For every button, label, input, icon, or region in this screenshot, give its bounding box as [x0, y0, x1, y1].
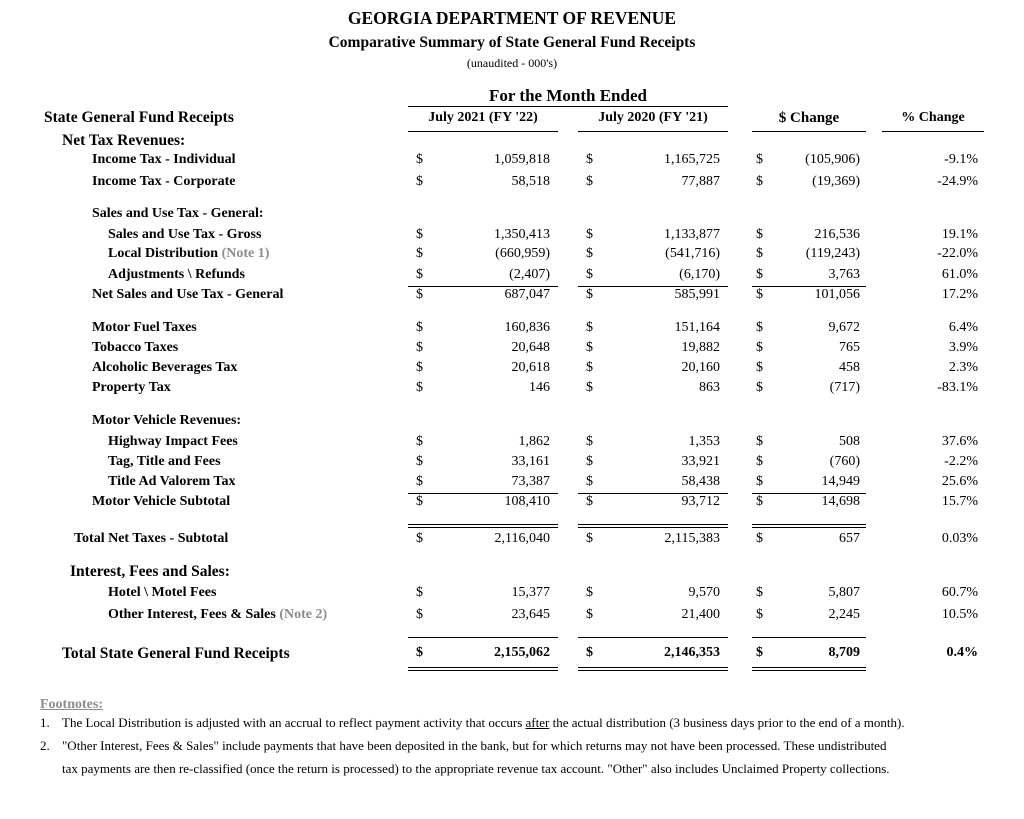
- cell-prior: 1,165,725: [664, 152, 720, 167]
- cell-chg: 5,807: [828, 585, 860, 600]
- cell-chg: 14,698: [821, 494, 860, 509]
- report-unit-note: (unaudited - 000's): [466, 56, 558, 70]
- dollar-sign: $: [586, 434, 593, 449]
- row-label-text: Local Distribution: [108, 246, 219, 261]
- table-row: [0, 413, 1024, 433]
- double-rule: [578, 667, 728, 671]
- row-label: [92, 380, 171, 396]
- dollar-sign: $: [756, 246, 763, 261]
- cell-cur: 15,377: [511, 585, 550, 600]
- subtotal-rule: [578, 493, 728, 494]
- table-row: [0, 531, 1024, 551]
- dollar-sign: $: [586, 267, 593, 282]
- cell-chg: 657: [839, 531, 860, 546]
- table-row: [0, 360, 1024, 380]
- cell-pct: -83.1%: [937, 380, 978, 395]
- cell-cur: 1,059,818: [494, 152, 550, 167]
- cell-cur: (660,959): [495, 246, 550, 261]
- dollar-sign: $: [586, 227, 593, 242]
- subtotal-rule: [752, 493, 866, 494]
- dollar-sign: $: [586, 494, 593, 509]
- row-label: [92, 152, 236, 168]
- subsection-label: Net Tax Revenues:: [62, 132, 186, 149]
- row-label: [74, 531, 228, 547]
- dollar-sign: $: [756, 585, 763, 600]
- dollar-sign: $: [416, 152, 423, 167]
- row-label: [92, 320, 197, 336]
- cell-prior: 77,887: [681, 174, 720, 189]
- row-label: [108, 267, 245, 283]
- row-label-text: Motor Vehicle Subtotal: [92, 494, 231, 509]
- table-row: [0, 585, 1024, 605]
- column-header-rule: [752, 131, 866, 132]
- row-label: [92, 360, 237, 376]
- subtotal-rule: [752, 637, 866, 638]
- dollar-sign: $: [756, 360, 763, 375]
- table-row: [0, 152, 1024, 172]
- table-row: [0, 474, 1024, 494]
- table-row: [0, 320, 1024, 340]
- footnote-text: The Local Distribution is adjusted with an accrual to reflect payment activity that occurs: [62, 715, 526, 730]
- cell-prior: 20,160: [681, 360, 720, 375]
- table-row: [0, 563, 1024, 583]
- dollar-sign: $: [586, 607, 593, 622]
- row-label: [92, 174, 236, 190]
- cell-prior: 21,400: [681, 607, 720, 622]
- row-label: [92, 206, 264, 222]
- row-label-text: Other Interest, Fees & Sales: [108, 607, 276, 622]
- cell-cur: 1,862: [518, 434, 550, 449]
- cell-chg: 458: [839, 360, 860, 375]
- dollar-sign: $: [756, 174, 763, 189]
- column-header-rule: [578, 131, 728, 132]
- dollar-sign: $: [756, 474, 763, 489]
- column-header-rule: [882, 131, 984, 132]
- row-label: [108, 474, 235, 490]
- cell-cur: 108,410: [504, 494, 550, 509]
- row-label-text: Total State General Fund Receipts: [62, 645, 290, 662]
- cell-chg: (717): [829, 380, 860, 395]
- row-label: [92, 413, 241, 429]
- subtotal-rule: [752, 286, 866, 287]
- row-label-text: Adjustments \ Refunds: [108, 267, 245, 282]
- footnote-text: tax payments are then re-classified (once the return is processed) to the appropriate revenue tax account. "Other" also includes Unclaimed Property collections.: [62, 761, 890, 776]
- table-row: [0, 246, 1024, 266]
- row-label-text: Net Sales and Use Tax - General: [92, 287, 284, 302]
- cell-pct: -9.1%: [944, 152, 978, 167]
- dollar-sign: $: [586, 474, 593, 489]
- report-title: GEORGIA DEPARTMENT OF REVENUE: [347, 8, 677, 28]
- cell-prior: 33,921: [681, 454, 720, 469]
- double-rule: [578, 524, 728, 528]
- row-label: [92, 287, 283, 303]
- row-label-text: Hotel \ Motel Fees: [108, 585, 217, 600]
- row-label-text: Sales and Use Tax - Gross: [108, 227, 262, 242]
- cell-prior: (541,716): [665, 246, 720, 261]
- cell-prior: 9,570: [688, 585, 720, 600]
- cell-prior: 1,353: [688, 434, 720, 449]
- dollar-sign: $: [756, 454, 763, 469]
- cell-chg: (119,243): [805, 246, 860, 261]
- footnotes-heading: Footnotes:: [40, 697, 103, 712]
- dollar-sign: $: [586, 287, 593, 302]
- table-row: [0, 607, 1024, 627]
- dollar-sign: $: [586, 645, 593, 660]
- cell-prior: 58,438: [681, 474, 720, 489]
- cell-prior: 1,133,877: [664, 227, 720, 242]
- cell-pct: 17.2%: [941, 287, 978, 302]
- subtotal-rule: [578, 286, 728, 287]
- cell-prior: 2,115,383: [664, 531, 720, 546]
- dollar-sign: $: [586, 585, 593, 600]
- row-label-text: Sales and Use Tax - General:: [92, 206, 264, 221]
- cell-pct: 25.6%: [941, 474, 978, 489]
- dollar-sign: $: [416, 246, 423, 261]
- dollar-sign: $: [756, 320, 763, 335]
- column-header-current: July 2021 (FY '22): [428, 110, 538, 125]
- dollar-sign: $: [756, 227, 763, 242]
- dollar-sign: $: [756, 152, 763, 167]
- dollar-sign: $: [756, 607, 763, 622]
- cell-pct: 37.6%: [941, 434, 978, 449]
- cell-pct: 3.9%: [948, 340, 978, 355]
- table-row: [0, 494, 1024, 514]
- cell-cur: 20,648: [511, 340, 550, 355]
- cell-chg: 9,672: [828, 320, 860, 335]
- cell-chg: 14,949: [821, 474, 860, 489]
- cell-chg: 3,763: [828, 267, 860, 282]
- row-label: [62, 645, 290, 663]
- cell-chg: (760): [829, 454, 860, 469]
- cell-pct: 10.5%: [941, 607, 978, 622]
- cell-pct: 0.4%: [946, 645, 978, 660]
- cell-pct: 6.4%: [948, 320, 978, 335]
- dollar-sign: $: [756, 434, 763, 449]
- double-rule: [408, 667, 558, 671]
- column-header-prior: July 2020 (FY '21): [598, 110, 708, 125]
- dollar-sign: $: [416, 474, 423, 489]
- dollar-sign: $: [416, 454, 423, 469]
- dollar-sign: $: [586, 454, 593, 469]
- cell-cur: 2,116,040: [494, 531, 550, 546]
- table-row: [0, 434, 1024, 454]
- dollar-sign: $: [756, 494, 763, 509]
- subtotal-rule: [408, 493, 558, 494]
- cell-cur: 58,518: [511, 174, 550, 189]
- row-label-text: Income Tax - Corporate: [92, 174, 236, 189]
- cell-chg: 508: [839, 434, 860, 449]
- dollar-sign: $: [416, 227, 423, 242]
- footnote-emphasis: after: [525, 715, 550, 730]
- row-label: [92, 494, 230, 510]
- table-row: [0, 287, 1024, 307]
- row-label-text: Motor Vehicle Revenues:: [92, 413, 242, 428]
- table-row: [0, 380, 1024, 400]
- row-label: [108, 454, 221, 470]
- cell-pct: 0.03%: [941, 531, 978, 546]
- dollar-sign: $: [416, 531, 423, 546]
- row-label: [70, 563, 230, 581]
- cell-prior: 93,712: [681, 494, 720, 509]
- dollar-sign: $: [756, 380, 763, 395]
- dollar-sign: $: [756, 287, 763, 302]
- table-row: [0, 174, 1024, 194]
- row-label-text: Total Net Taxes - Subtotal: [74, 531, 229, 546]
- cell-prior: (6,170): [679, 267, 720, 282]
- dollar-sign: $: [416, 174, 423, 189]
- column-header-dollar-change: $ Change: [778, 110, 840, 126]
- row-label-text: Tag, Title and Fees: [108, 454, 221, 469]
- dollar-sign: $: [416, 320, 423, 335]
- table-row: [0, 267, 1024, 287]
- table-row: [0, 227, 1024, 247]
- cell-cur: 146: [529, 380, 550, 395]
- footnote-number: 2.: [40, 738, 50, 753]
- dollar-sign: $: [416, 360, 423, 375]
- double-rule: [752, 524, 866, 528]
- dollar-sign: $: [416, 494, 423, 509]
- dollar-sign: $: [416, 645, 423, 660]
- row-label: [108, 434, 238, 450]
- cell-pct: 60.7%: [941, 585, 978, 600]
- cell-cur: (2,407): [509, 267, 550, 282]
- cell-prior: 585,991: [674, 287, 720, 302]
- cell-pct: 15.7%: [941, 494, 978, 509]
- dollar-sign: $: [586, 531, 593, 546]
- column-header-rule: [408, 131, 558, 132]
- table-row: [0, 206, 1024, 226]
- row-label-text: Motor Fuel Taxes: [92, 320, 197, 335]
- cell-chg: (105,906): [805, 152, 860, 167]
- row-label-text: Tobacco Taxes: [92, 340, 179, 355]
- table-row: [0, 454, 1024, 474]
- row-label: [92, 340, 178, 356]
- dollar-sign: $: [586, 360, 593, 375]
- dollar-sign: $: [416, 340, 423, 355]
- cell-pct: -2.2%: [944, 454, 978, 469]
- cell-prior: 863: [699, 380, 720, 395]
- column-header-pct-change: % Change: [901, 110, 965, 125]
- row-label-text: Interest, Fees and Sales:: [70, 563, 230, 580]
- cell-pct: 61.0%: [941, 267, 978, 282]
- cell-cur: 160,836: [504, 320, 550, 335]
- cell-cur: 687,047: [504, 287, 550, 302]
- subtotal-rule: [408, 637, 558, 638]
- table-row: [0, 340, 1024, 360]
- double-rule: [752, 667, 866, 671]
- cell-chg: (19,369): [812, 174, 860, 189]
- row-label: [108, 227, 261, 243]
- dollar-sign: $: [416, 287, 423, 302]
- dollar-sign: $: [756, 531, 763, 546]
- footnote-text: the actual distribution (3 business days prior to the end of a month).: [549, 715, 905, 730]
- dollar-sign: $: [756, 267, 763, 282]
- dollar-sign: $: [756, 340, 763, 355]
- cell-cur: 33,161: [511, 454, 550, 469]
- cell-chg: 216,536: [814, 227, 860, 242]
- cell-pct: 19.1%: [941, 227, 978, 242]
- cell-prior: 19,882: [681, 340, 720, 355]
- row-label-text: Highway Impact Fees: [108, 434, 238, 449]
- dollar-sign: $: [416, 585, 423, 600]
- table-row: [0, 645, 1024, 665]
- row-note: (Note 2): [275, 607, 328, 622]
- dollar-sign: $: [416, 267, 423, 282]
- cell-pct: -24.9%: [937, 174, 978, 189]
- period-header: For the Month Ended: [489, 86, 647, 105]
- row-label-text: Alcoholic Beverages Tax: [92, 360, 238, 375]
- dollar-sign: $: [586, 246, 593, 261]
- dollar-sign: $: [586, 152, 593, 167]
- dollar-sign: $: [416, 380, 423, 395]
- period-header-rule: [408, 106, 728, 107]
- row-label-text: Property Tax: [92, 380, 171, 395]
- cell-pct: 2.3%: [948, 360, 978, 375]
- cell-cur: 23,645: [511, 607, 550, 622]
- section-label: State General Fund Receipts: [44, 109, 234, 126]
- dollar-sign: $: [586, 174, 593, 189]
- cell-prior: 2,146,353: [664, 645, 720, 660]
- double-rule: [408, 524, 558, 528]
- dollar-sign: $: [416, 607, 423, 622]
- footnote-text: "Other Interest, Fees & Sales" include payments that have been deposited in the bank, but for which returns may not have been processed. These undistributed: [62, 738, 887, 753]
- row-label-text: Title Ad Valorem Tax: [108, 474, 236, 489]
- dollar-sign: $: [586, 320, 593, 335]
- row-label: [108, 585, 216, 601]
- cell-chg: 8,709: [828, 645, 860, 660]
- row-label: [108, 607, 327, 623]
- row-note: (Note 1): [218, 246, 270, 261]
- cell-pct: -22.0%: [937, 246, 978, 261]
- cell-prior: 151,164: [674, 320, 720, 335]
- cell-cur: 73,387: [511, 474, 550, 489]
- cell-cur: 1,350,413: [494, 227, 550, 242]
- row-label: [108, 246, 269, 262]
- cell-cur: 2,155,062: [494, 645, 550, 660]
- footnote-number: 1.: [40, 715, 50, 730]
- subtotal-rule: [408, 286, 558, 287]
- dollar-sign: $: [586, 380, 593, 395]
- row-label-text: Income Tax - Individual: [92, 152, 236, 167]
- cell-cur: 20,618: [511, 360, 550, 375]
- dollar-sign: $: [416, 434, 423, 449]
- report-subtitle: Comparative Summary of State General Fund Receipts: [328, 34, 696, 51]
- cell-chg: 101,056: [814, 287, 860, 302]
- dollar-sign: $: [756, 645, 763, 660]
- cell-chg: 765: [839, 340, 860, 355]
- cell-chg: 2,245: [828, 607, 860, 622]
- dollar-sign: $: [586, 340, 593, 355]
- subtotal-rule: [578, 637, 728, 638]
